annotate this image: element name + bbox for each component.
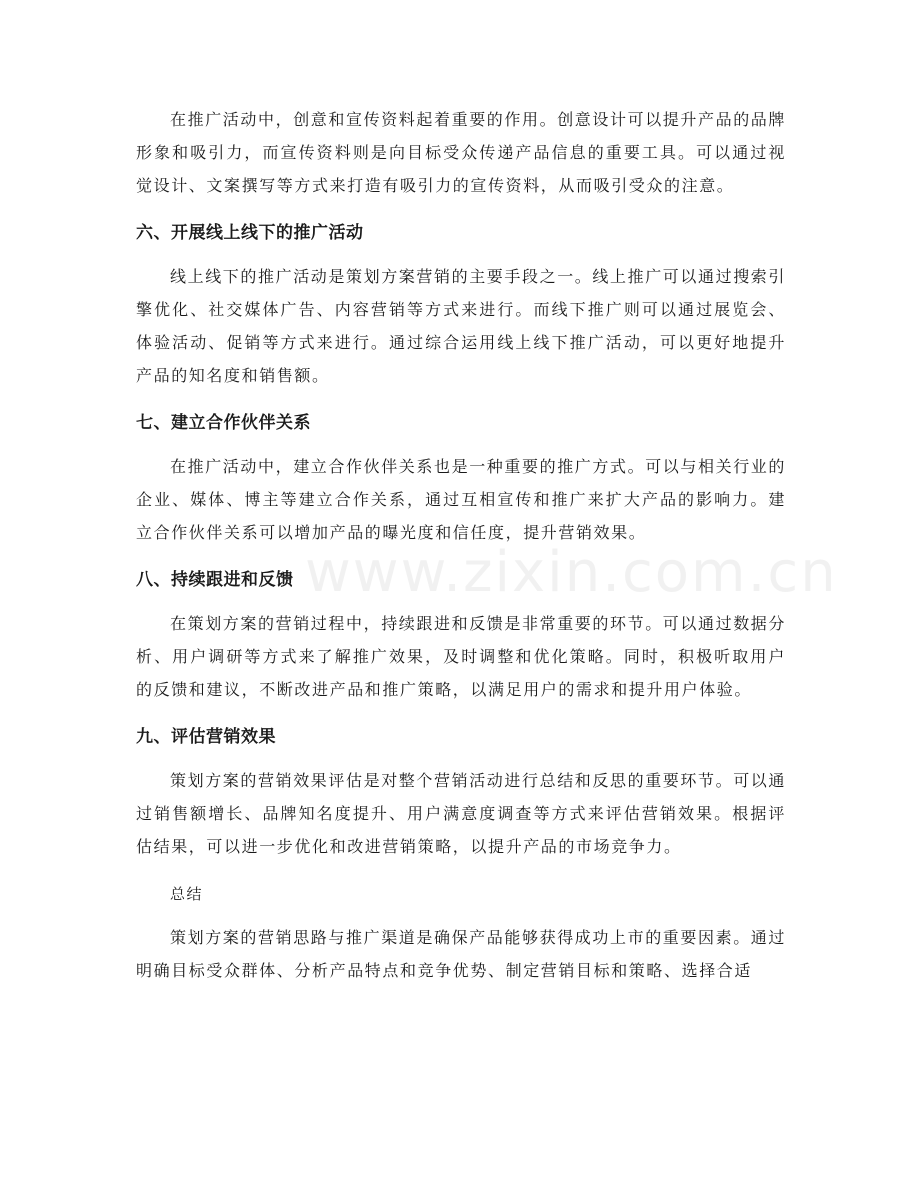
document-body: [136, 103, 786, 1003]
paragraph-summary: 策划方案的营销思路与推广渠道是确保产品能够获得成功上市的重要因素。通过明确目标受众群体、分析产品特点和竞争优势、制定营销目标和策略、选择合适: [136, 928, 787, 980]
summary-label: 总结: [170, 885, 204, 903]
watermark: www.zixin.com.cn: [305, 540, 838, 605]
section-heading-8: 八、持续跟进和反馈: [136, 570, 294, 590]
section-heading-9: 九、评估营销效果: [136, 727, 276, 747]
section-heading-7: 七、建立合作伙伴关系: [136, 413, 311, 433]
section-heading-6: 六、开展线上线下的推广活动: [136, 223, 364, 243]
paragraph-partnerships: 在推广活动中，建立合作伙伴关系也是一种重要的推广方式。可以与相关行业的企业、媒体、博主等建立合作关系，通过互相宣传和推广来扩大产品的影响力。建立合作伙伴关系可以增加产品的曝光度和信任度，提升营销效果。: [136, 457, 787, 542]
paragraph-evaluate: 策划方案的营销效果评估是对整个营销活动进行总结和反思的重要环节。可以通过销售额增长、品牌知名度提升、用户满意度调查等方式来评估营销效果。根据评估结果，可以进一步优化和改进营销策略，以提升产品的市场竞争力。: [136, 771, 787, 856]
paragraph-follow-up: 在策划方案的营销过程中，持续跟进和反馈是非常重要的环节。可以通过数据分析、用户调研等方式来了解推广效果，及时调整和优化策略。同时，积极听取用户的反馈和建议，不断改进产品和推广策略，以满足用户的需求和提升用户体验。: [136, 614, 787, 699]
paragraph-creative-materials: 在推广活动中，创意和宣传资料起着重要的作用。创意设计可以提升产品的品牌形象和吸引力，而宣传资料则是向目标受众传递产品信息的重要工具。可以通过视觉设计、文案撰写等方式来打造有吸引力的宣传资料，从而吸引受众的注意。: [136, 110, 787, 195]
paragraph-online-offline: 线上线下的推广活动是策划方案营销的主要手段之一。线上推广可以通过搜索引擎优化、社交媒体广告、内容营销等方式来进行。而线下推广则可以通过展览会、体验活动、促销等方式来进行。通过综合运用线上线下推广活动，可以更好地提升产品的知名度和销售额。: [136, 267, 787, 385]
